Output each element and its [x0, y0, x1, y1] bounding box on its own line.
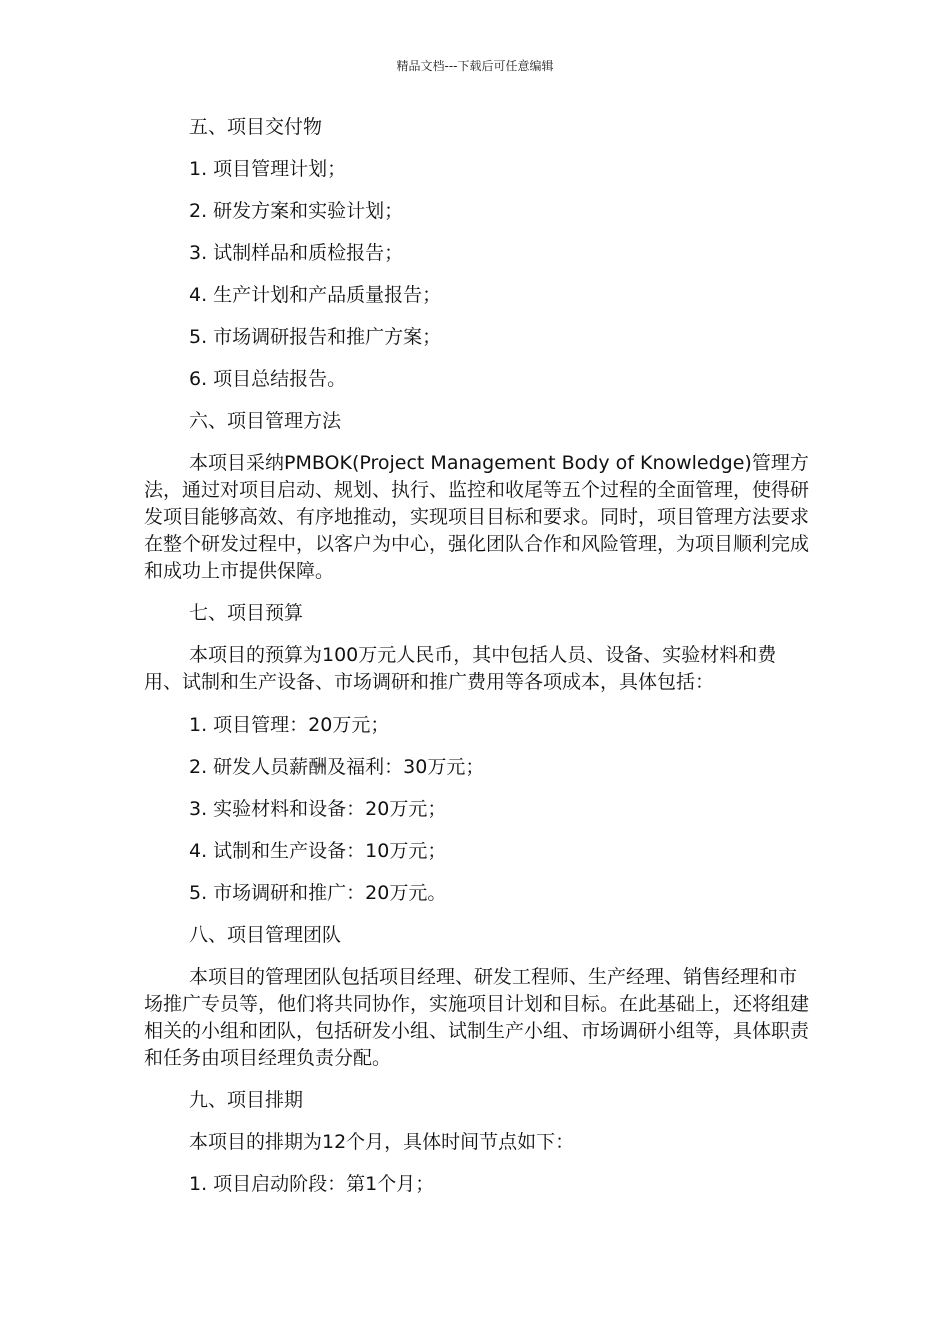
method-paragraph: 本项目采纳PMBOK(Project Management Body of Knowledge)管理方法，通过对项目启动、规划、执行、监控和收尾等五个过程的全面管理，使得研发项目能够高效、有序地推动，实现项目目标和要求。同时，项目管理方法要求在整个研发过程中，以客户为中心，强化团队合作和风险管理，为项目顺利完成和成功上市提供保障。	[144, 452, 810, 582]
deliverable-item: 6. 项目总结报告。	[189, 368, 347, 390]
deliverable-item: 1. 项目管理计划；	[189, 158, 347, 180]
team-paragraph: 本项目的管理团队包括项目经理、研发工程师、生产经理、销售经理和市场推广专员等，他们将共同协作，实施项目计划和目标。在此基础上，还将组建相关的小组和团队，包括研发小组、试制生产小组、市场调研小组等，具体职责和任务由项目经理负责分配。	[144, 966, 810, 1069]
budget-item: 2. 研发人员薪酬及福利：30万元；	[189, 756, 485, 778]
deliverable-item: 3. 试制样品和质检报告；	[189, 242, 404, 264]
budget-item: 4. 试制和生产设备：10万元；	[189, 840, 447, 862]
deliverable-item: 5. 市场调研报告和推广方案；	[189, 326, 442, 348]
budget-item: 3. 实验材料和设备：20万元；	[189, 798, 447, 820]
budget-item: 5. 市场调研和推广：20万元。	[189, 882, 447, 904]
document-body	[144, 114, 809, 1213]
schedule-item: 1. 项目启动阶段：第1个月；	[189, 1173, 435, 1195]
section-heading-schedule: 九、项目排期	[189, 1089, 304, 1111]
budget-paragraph: 本项目的预算为100万元人民币，其中包括人员、设备、实验材料和费用、试制和生产设备、市场调研和推广费用等各项成本，具体包括：	[144, 644, 777, 693]
section-heading-team: 八、项目管理团队	[189, 924, 342, 946]
deliverable-item: 2. 研发方案和实验计划；	[189, 200, 404, 222]
schedule-intro: 本项目的排期为12个月，具体时间节点如下：	[189, 1131, 575, 1153]
section-heading-method: 六、项目管理方法	[189, 410, 342, 432]
page-header: 精品文档---下载后可任意编辑	[396, 59, 554, 73]
section-heading-deliverables: 五、项目交付物	[189, 116, 323, 138]
section-heading-budget: 七、项目预算	[189, 602, 304, 624]
budget-item: 1. 项目管理：20万元；	[189, 714, 390, 736]
deliverable-item: 4. 生产计划和产品质量报告；	[189, 284, 442, 306]
